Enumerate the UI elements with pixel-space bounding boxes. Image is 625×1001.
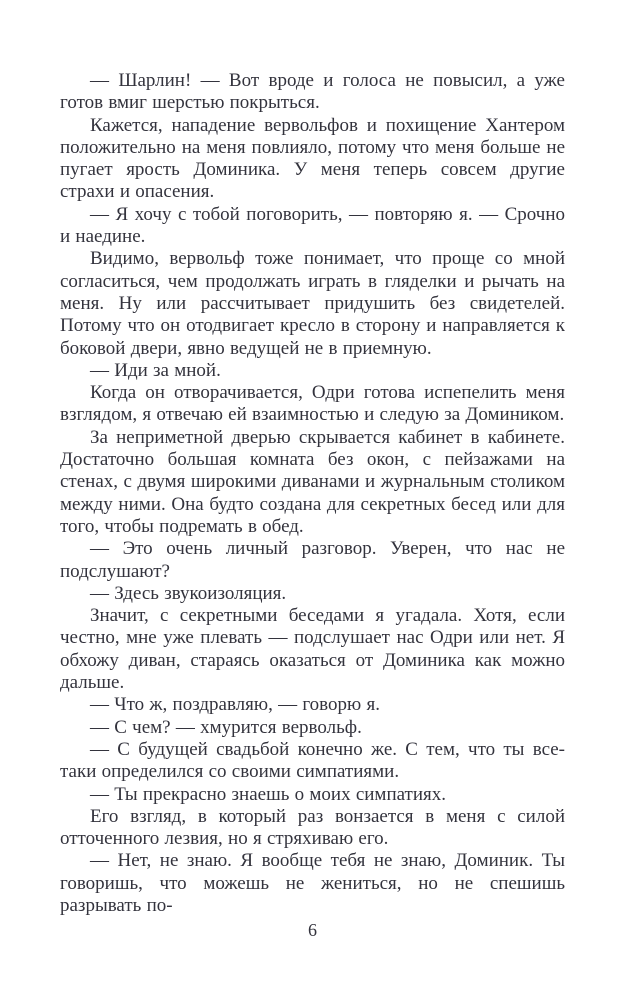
- paragraph: — Здесь звукоизоляция.: [90, 582, 287, 604]
- paragraph: — Что ж, поздравляю, — говорю я.: [90, 694, 380, 716]
- paragraph: — С будущей свадьбой конечно же. С тем, что ты все-таки определился со своими симпатиями.: [60, 738, 565, 783]
- paragraph: — Ты прекрасно знаешь о моих симпатиях.: [90, 783, 447, 805]
- paragraph: — Иди за мной.: [90, 359, 221, 381]
- page-number: 6: [308, 920, 317, 940]
- text-block: [60, 70, 565, 917]
- paragraph: Значит, с секретными беседами я угадала. Хотя, если честно, мне уже плевать — подслушает нас Одри или нет. Я обхожу диван, стараясь оказаться от Доминика как можно дальше.: [60, 605, 565, 694]
- paragraph: Его взгляд, в который раз вонзается в меня с силой отточенного лезвия, но я стряхиваю его.: [60, 805, 565, 850]
- paragraph: За неприметной дверью скрывается кабинет в кабинете. Достаточно большая комната без окон, с пейзажами на стенах, с двумя широкими диванами и журнальным столиком между ними. Она будто создана для секретных бесед или для того, чтобы подремать в обед.: [60, 426, 565, 537]
- paragraph: — С чем? — хмурится вервольф.: [90, 716, 362, 738]
- paragraph: Кажется, нападение вервольфов и похищение Хантером положительно на меня повлияло, потому что меня больше не пугает ярость Доминика. У меня теперь совсем другие страхи и опасения.: [60, 114, 565, 203]
- paragraph: — Я хочу с тобой поговорить, — повторяю я. — Срочно и наедине.: [60, 203, 565, 248]
- paragraph: Видимо, вервольф тоже понимает, что проще со мной согласиться, чем продолжать играть в гляделки и рычать на меня. Ну или рассчитывает придушить без свидетелей. Потому что он отодвигает кресло в сторону и направляется к боковой двери, явно ведущей не в приемную.: [60, 248, 565, 359]
- paragraph: — Шарлин! — Вот вроде и голоса не повысил, а уже готов вмиг шерстью покрыться.: [60, 70, 565, 114]
- paragraph: — Нет, не знаю. Я вообще тебя не знаю, Доминик. Ты говоришь, что можешь не жениться, но не спешишь разрывать по-: [60, 850, 565, 916]
- paragraph: Когда он отворачивается, Одри готова испепелить меня взглядом, я отвечаю ей взаимностью и следую за Домиником.: [60, 382, 565, 426]
- paragraph: — Это очень личный разговор. Уверен, что нас не подслушают?: [60, 538, 565, 582]
